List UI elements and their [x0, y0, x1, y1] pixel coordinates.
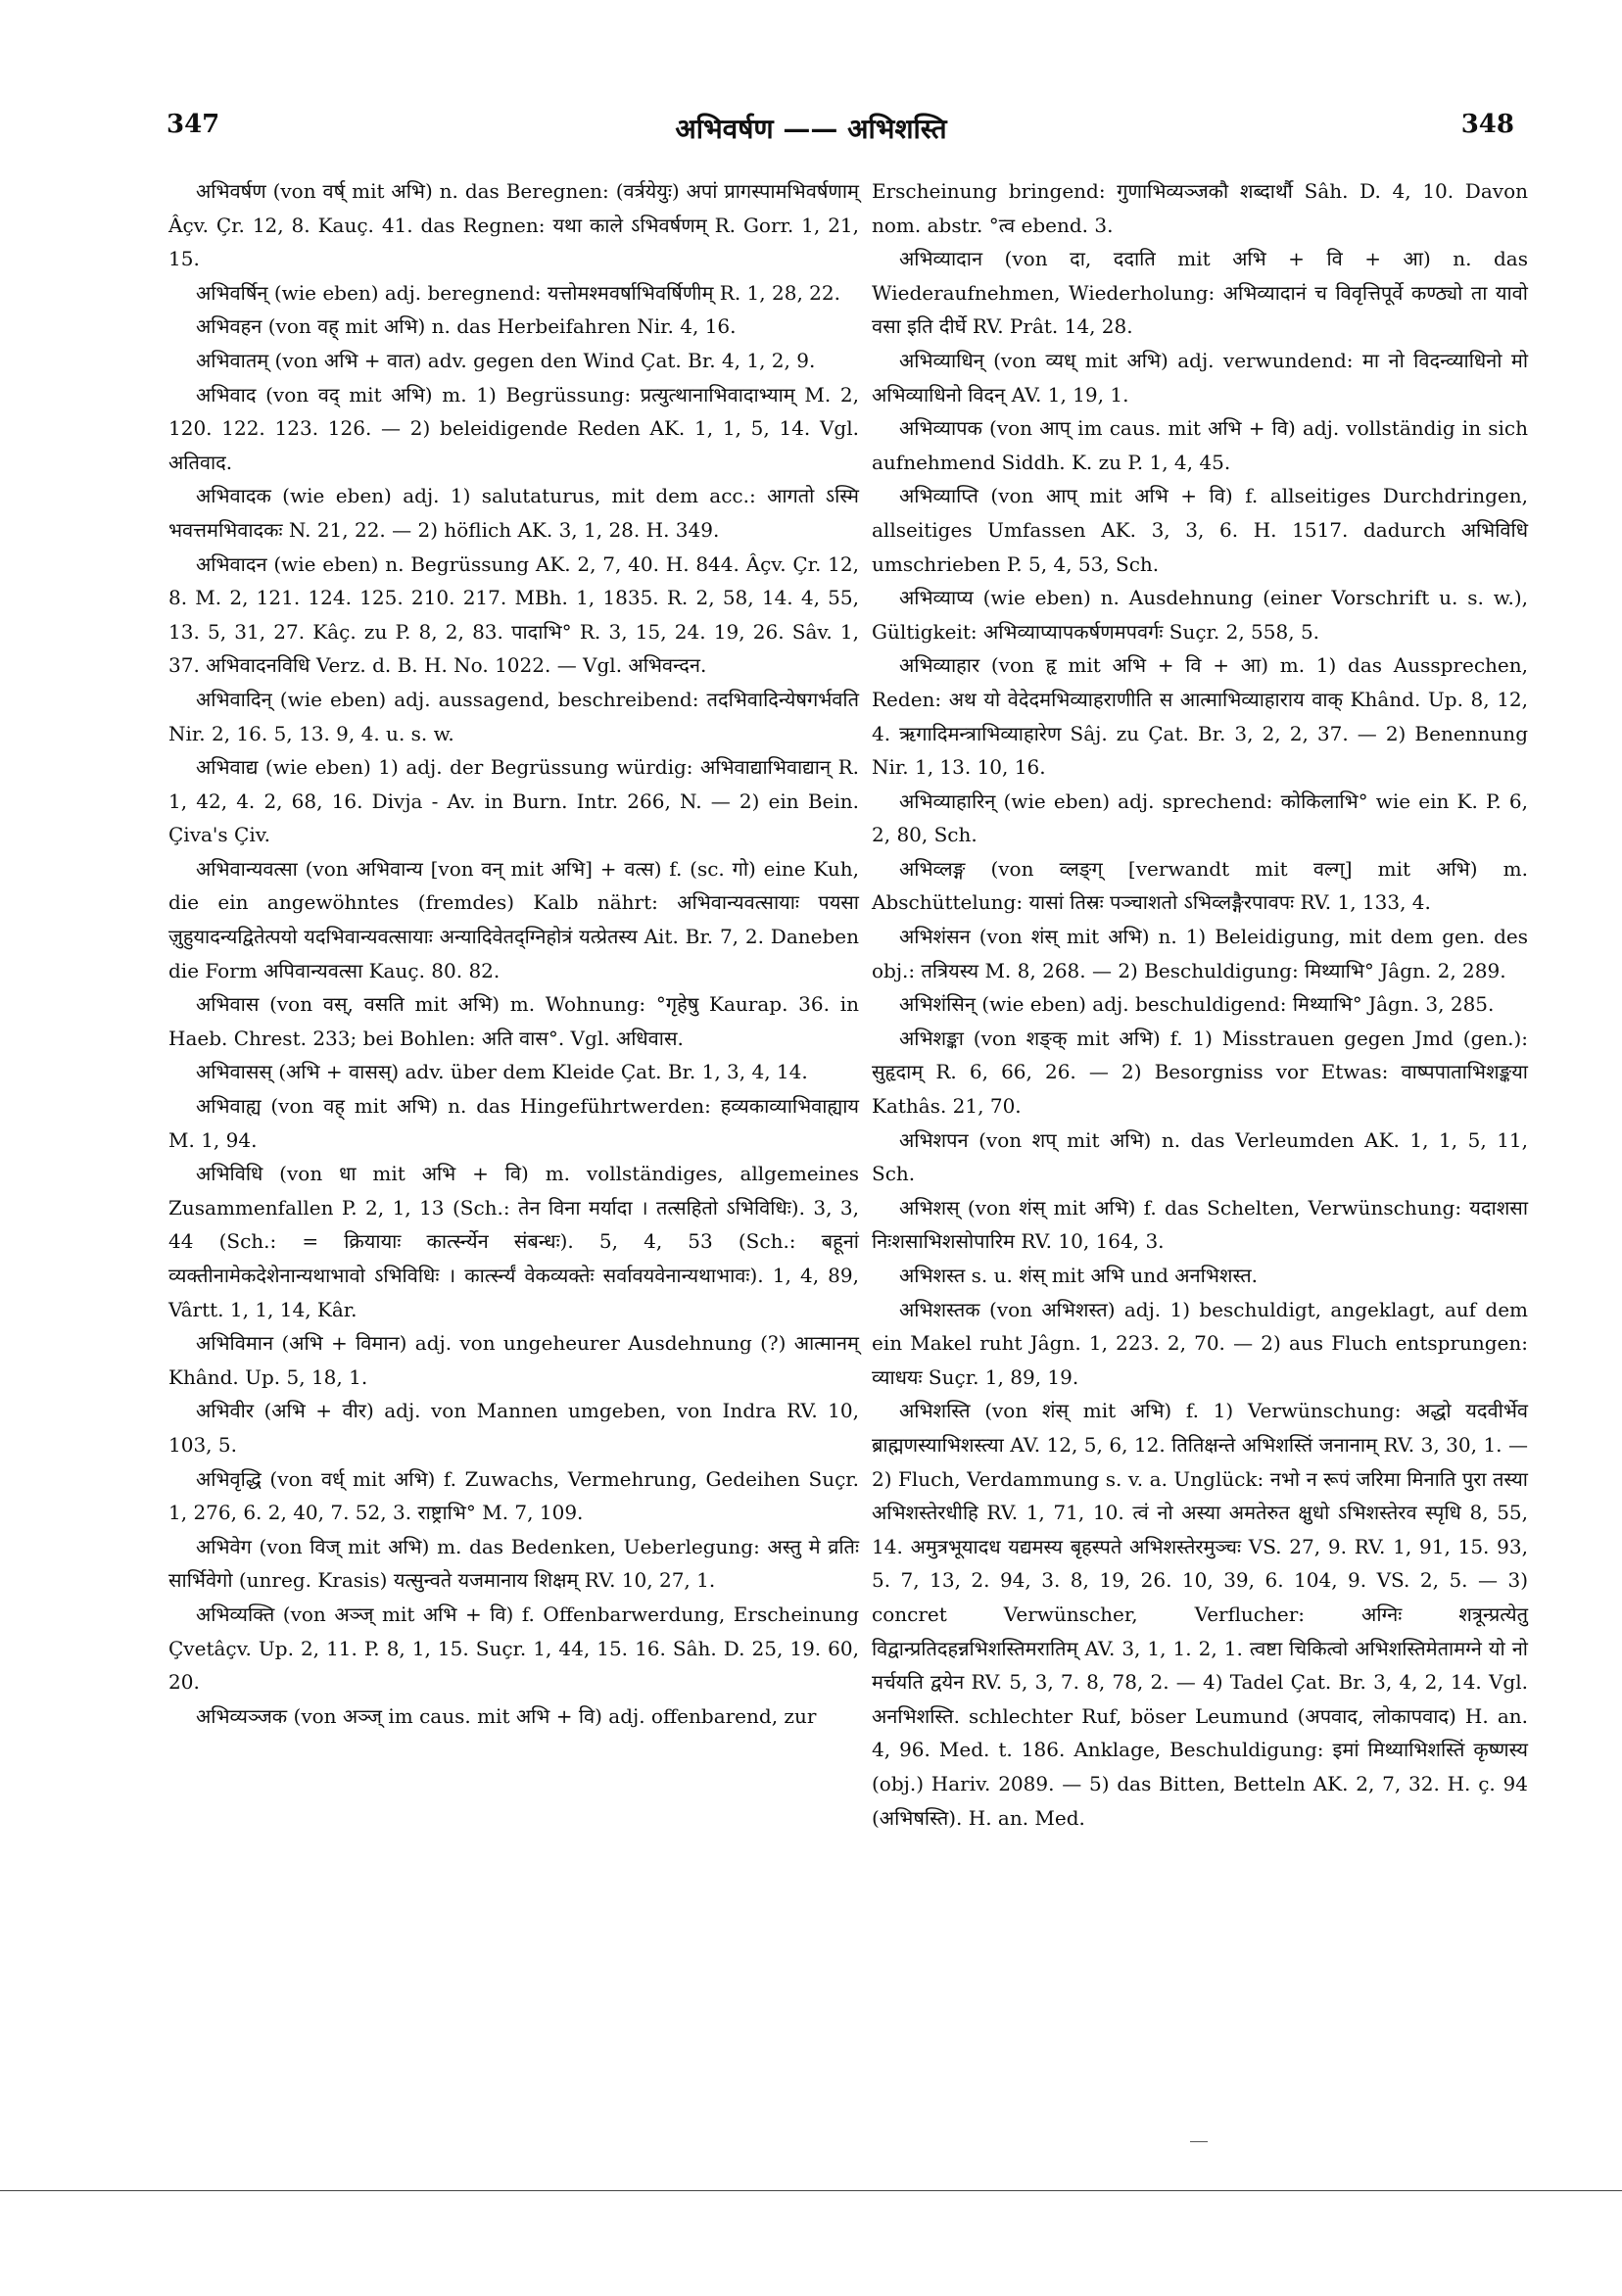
dictionary-entry: अभिशस् (von शंस् mit अभि) f. das Schelten, Verwünschung: यदाशसा निःशसाभिशसोपारिम RV. 10, 164, 3.: [872, 1195, 1528, 1254]
dictionary-entry: अभिवादन (wie eben) n. Begrüssung AK. 2, 7, 40. H. 844. Âçv. Çr. 12, 8. M. 2, 121. 124. 125. 210. 217. MBh. 1, 1835. R. 2, 58, 14. 4, 55, 13. 5, 31, 27. Kâç. zu P. 8, 2, 83. पादाभि° R. 3, 15, 24. 19, 26. Sâv. 1, 37. अभिवादनविधि Verz. d. B. H. No. 1022. — Vgl. अभिवन्दन.: [168, 551, 859, 678]
dictionary-entry: अभिशपन (von शप् mit अभि) n. das Verleumden AK. 1, 1, 5, 11, Sch.: [872, 1127, 1528, 1186]
dictionary-entry: अभिव्याहार (von हृ mit अभि + वि + आ) m. 1) das Aussprechen, Reden: अथ यो वेदेदमभिव्याहराणीति स आत्माभिव्याहाराय वाक् Khând. Up. 8, 12, 4. ऋगादिमन्त्राभिव्याहारेण Sâj. zu Çat. Br. 3, 2, 2, 37. — 2) Benennung Nir. 1, 13. 10, 16.: [872, 653, 1528, 780]
dictionary-entry: अभिशस्ति (von शंस् mit अभि) f. 1) Verwünschung: अद्धो यदवीर्भेव ब्राह्मणस्याभिशस्त्या AV. 12, 5, 6, 12. तितिक्षन्ते अभिशस्तिं जनानाम् RV. 3, 30, 1. — 2) Fluch, Verdammung s. v. a. Unglück: नभो न रूपं जरिमा मिनाति पुरा तस्या अभिशस्तेरधीहि RV. 1, 71, 10. त्वं नो अस्या अमतेरुत क्षुधो ऽभिशस्तेरव स्पृधि 8, 55, 14. अमुत्रभूयादध यद्यमस्य बृहस्पते अभिशस्तेरमुञ्चः VS. 27, 9. RV. 1, 91, 15. 93, 5. 7, 13, 2. 94, 3. 8, 19, 26. 10, 39, 6. 104, 9. VS. 2, 5. — 3) concret Verwünscher, Verflucher: अग्निः शत्रून्प्रत्येतु विद्वान्प्रतिदहन्नभिशस्तिमरातिम् AV. 3, 1, 1. 2, 1. त्वष्टा चिकित्वो अभिशस्तिमेतामग्ने यो नो मर्चयति द्वयेन RV. 5, 3, 7. 8, 78, 2. — 4) Tadel Çat. Br. 3, 4, 2, 14. Vgl. अनभिशस्ति. schlechter Ruf, böser Leumund (अपवाद, लोकापवाद) H. an. 4, 96. Med. t. 186. Anklage, Beschuldigung: इमां मिथ्याभिशस्तिं कृष्णस्य (obj.) Hariv. 2089. — 5) das Bitten, Betteln AK. 2, 7, 32. H. ç. 94 (अभिषस्ति). H. an. Med.: [872, 1399, 1528, 1830]
dictionary-entry: अभिविमान (अभि + विमान) adj. von ungeheurer Ausdehnung (?) आत्मानम् Khând. Up. 5, 18, 1.: [168, 1331, 859, 1389]
dictionary-entry: अभिव्यक्ति (von अञ्ज् mit अभि + वि) f. Offenbarwerdung, Erscheinung Çvetâçv. Up. 2, 11. P. 8, 1, 15. Suçr. 1, 44, 15. 16. Sâh. D. 25, 19. 60, 20.: [168, 1602, 859, 1695]
dictionary-entry: अभिवेग (von विज् mit अभि) m. das Bedenken, Ueberlegung: अस्तु मे व्रतिः सार्भिवेगो (unreg. Krasis) यत्सुन्वते यजमानाय शिक्षम् RV. 10, 27, 1.: [168, 1534, 859, 1593]
dictionary-entry: अभिशस्तक (von अभिशस्त) adj. 1) beschuldigt, angeklagt, auf dem ein Makel ruht Jâgn. 1, 223. 2, 70. — 2) aus Fluch entsprungen: व्याधयः Suçr. 1, 89, 19.: [872, 1297, 1528, 1389]
dictionary-entry: अभिव्यादान (von दा, ददाति mit अभि + वि + आ) n. das Wiederaufnehmen, Wiederholung: अभिव्यादानं च विवृत्तिपूर्वे कण्ठ्यो ता यावो वसा इति दीर्घे RV. Prât. 14, 28.: [872, 247, 1528, 339]
dictionary-entry: अभिव्यापक (von आप् im caus. mit अभि + वि) adj. vollständig in sich aufnehmend Siddh. K. zu P. 1, 4, 45.: [872, 416, 1528, 474]
dictionary-entry: अभिवहन (von वह् mit अभि) n. das Herbeifahren Nir. 4, 16.: [196, 314, 737, 339]
dictionary-entry: अभिविधि (von धा mit अभि + वि) m. vollständiges, allgemeines Zusammenfallen P. 2, 1, 13 (Sch.: तेन विना मर्यादा । तत्सहितो ऽभिविधिः). 3, 3, 44 (Sch.: = क्रियायाः कार्त्स्न्येन संबन्धः). 5, 4, 53 (Sch.: बहूनां व्यक्तीनामेकदेशेनान्यथाभावो ऽभिविधिः । कार्त्स्न्यं वेकव्यक्तेः सर्वावयवेनान्यथाभावः). 1, 4, 89, Vârtt. 1, 1, 14, Kâr.: [168, 1162, 859, 1321]
dictionary-entry: अभिवादक (wie eben) adj. 1) salutaturus, mit dem acc.: आगतो ऽस्मि भवत्तमभिवादकः N. 21, 22. — 2) höflich AK. 3, 1, 28. H. 349.: [168, 484, 859, 542]
dictionary-entry: अभिवासस् (अभि + वासस्) adv. über dem Kleide Çat. Br. 1, 3, 4, 14.: [196, 1060, 808, 1084]
dictionary-entry: अभिशंसन (von शंस् mit अभि) n. 1) Beleidigung, mit dem gen. des obj.: तत्रियस्य M. 8, 268. — 2) Beschuldigung: मिथ्याभि° Jâgn. 2, 289.: [872, 925, 1528, 982]
dictionary-entry: अभिवाद्य (wie eben) 1) adj. der Begrüssung würdig: अभिवाद्याभिवाद्यान् R. 1, 42, 4. 2, 68, 16. Divja - Av. in Burn. Intr. 266, N. — 2) ein Bein. Çiva's Çiv.: [168, 755, 859, 847]
page-number-right: 348: [1460, 110, 1514, 139]
left-column: [168, 174, 859, 1733]
dictionary-entry: अभिवातम् (von अभि + वात) adv. gegen den Wind Çat. Br. 4, 1, 2, 9.: [196, 348, 816, 372]
dictionary-entry: अभिवाह्य (von वह् mit अभि) n. das Hingeführtwerden: हव्यकाव्याभिवाह्याय M. 1, 94.: [168, 1094, 859, 1152]
dictionary-entry: अभिवीर (अभि + वीर) adj. von Mannen umgeben, von Indra RV. 10, 103, 5.: [168, 1399, 859, 1457]
dictionary-entry-continued: Erscheinung bringend: गुणाभिव्यञ्जकौ शब्दार्थौ Sâh. D. 4, 10. Davon nom. abstr. °त्व ebend. 3.: [872, 179, 1528, 237]
dictionary-entry: अभिशंसिन् (wie eben) adj. beschuldigend: मिथ्याभि° Jâgn. 3, 285.: [899, 992, 1495, 1017]
dictionary-entry: अभिव्याधिन् (von व्यध् mit अभि) adj. verwundend: मा नो विदन्व्याधिनो मो अभिव्याधिनो विदन् AV. 1, 19, 1.: [872, 348, 1528, 407]
dictionary-entry: अभिव्याप्ति (von आप् mit अभि + वि) f. allseitiges Durchdringen, allseitiges Umfassen AK. 3, 3, 6. H. 1517. dadurch अभिविधि umschrieben P. 5, 4, 53, Sch.: [872, 484, 1528, 576]
page-number-left: 347: [167, 110, 220, 139]
dictionary-entry: अभिव्लङ्ग (von व्लङ्ग् [verwandt mit वल्ग्] mit अभि) m. Abschüttelung: यासां तिस्रः पञ्चाशतो ऽभिव्लङ्गैरपावपः RV. 1, 133, 4.: [872, 856, 1528, 915]
dictionary-entry: अभिवाद (von वद् mit अभि) m. 1) Begrüssung: प्रत्युत्थानाभिवादाभ्याम् M. 2, 120. 122. 123. 126. — 2) beleidigende Reden AK. 1, 1, 5, 14. Vgl. अतिवाद.: [168, 382, 859, 474]
dictionary-entry: अभिव्याप्य (wie eben) n. Ausdehnung (einer Vorschrift u. s. w.), Gültigkeit: अभिव्याप्यापकर्षणमपवर्गः Suçr. 2, 558, 5.: [872, 586, 1528, 644]
dictionary-entry: अभिशस्त s. u. शंस् mit अभि und अनभिशस्त.: [899, 1264, 1259, 1287]
dictionary-entry: अभिवादिन् (wie eben) adj. aussagend, beschreibend: तदभिवादिन्येषगर्भवति Nir. 2, 16. 5, 13. 9, 4. u. s. w.: [168, 687, 859, 745]
dictionary-entry: अभिवर्षिन् (wie eben) adj. beregnend: यत्तोमश्मवर्षाभिवर्षिणीम् R. 1, 28, 22.: [196, 280, 840, 305]
dictionary-entry: अभिव्यञ्जक (von अञ्ज् im caus. mit अभि + वि) adj. offenbarend, zur: [196, 1703, 817, 1728]
dictionary-entry: अभिवान्यवत्सा (von अभिवान्य [von वन् mit अभि] + वत्स) f. (sc. गो) eine Kuh, die ein angewöhntes (fremdes) Kalb nährt: अभिवान्यवत्सायाः पयसा ज़ुहुयादन्यद्वितेत्पयो यदभिवान्यवत्सायाः अन्यादिवेतद्ग्निहोत्रं यत्प्रेतस्य Ait. Br. 7, 2. Daneben die Form अपिवान्यवत्सा Kauç. 80. 82.: [168, 856, 859, 982]
dictionary-entry: अभिव्याहारिन् (wie eben) adj. sprechend: कोकिलाभि° wie ein K. P. 6, 2, 80, Sch.: [872, 789, 1528, 847]
right-column: [872, 174, 1528, 1835]
dictionary-entry: अभिवास (von वस्, वसति mit अभि) m. Wohnung: °गृहेषु Kaurap. 36. in Haeb. Chrest. 233; bei Bohlen: अति वास°. Vgl. अधिवास.: [168, 992, 859, 1050]
running-head: अभिवर्षण —— अभिशस्ति: [675, 113, 947, 145]
dictionary-entry: अभिवर्षण (von वर्ष् mit अभि) n. das Beregnen: (वर्त्रयेयुः) अपां प्रागस्पामभिवर्षणाम् Âçv. Çr. 12, 8. Kauç. 41. das Regnen: यथा काले ऽभिवर्षणम् R. Gorr. 1, 21, 15.: [168, 179, 860, 271]
dictionary-entry: अभिशङ्का (von शङ्क् mit अभि) f. 1) Misstrauen gegen Jmd (gen.): सुहृदाम् R. 6, 66, 26. — 2) Besorgniss vor Etwas: वाष्पपाताभिशङ्कया Kathâs. 21, 70.: [872, 1026, 1528, 1119]
dictionary-entry: अभिवृद्धि (von वर्ध् mit अभि) f. Zuwachs, Vermehrung, Gedeihen Suçr. 1, 276, 6. 2, 40, 7. 52, 3. राष्ट्राभि° M. 7, 109.: [168, 1466, 859, 1525]
column-end-mark: [1190, 2141, 1208, 2142]
page-bottom-rule: [0, 2190, 1622, 2191]
